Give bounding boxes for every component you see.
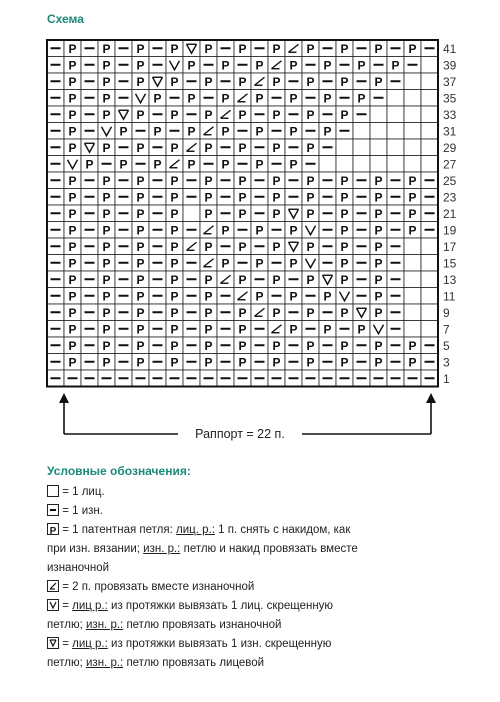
chart-cell [421,90,438,107]
row-number: 21 [443,206,457,221]
patent-symbol: P [204,173,213,188]
row-number: 23 [443,190,457,205]
patent-symbol: P [221,58,230,73]
row-number: 27 [443,157,457,172]
patent-symbol: P [340,41,349,56]
patent-symbol: P [68,107,77,122]
chart-cell [387,123,404,140]
patent-symbol: P [238,338,247,353]
patent-symbol: P [187,91,196,106]
patent-symbol: P [136,322,145,337]
patent-symbol: P [221,91,230,106]
patent-symbol: P [374,355,383,370]
patent-symbol: P [289,91,298,106]
patent-symbol: P [170,355,179,370]
patent-symbol: P [374,206,383,221]
patent-symbol: P [136,107,145,122]
patent-symbol: P [102,173,111,188]
patent-symbol: P [408,173,417,188]
patent-symbol: P [306,272,315,287]
patent-symbol: P [170,173,179,188]
patent-symbol: P [289,322,298,337]
patent-symbol: P [136,41,145,56]
chart-cell [421,321,438,338]
patent-symbol: P [340,256,349,271]
patent-symbol: P [272,206,281,221]
patent-symbol: P [255,124,264,139]
chart-cell [387,156,404,173]
patent-symbol: P [255,223,264,238]
patent-symbol: P [289,58,298,73]
patent-symbol: P [408,206,417,221]
patent-symbol: P [374,272,383,287]
patent-symbol: P [306,239,315,254]
patent-symbol: P [102,355,111,370]
chart-cell [421,255,438,272]
patent-symbol: P [374,239,383,254]
patent-symbol: P [204,338,213,353]
patent-symbol: P [102,41,111,56]
patent-symbol: P [136,206,145,221]
patent-symbol: P [170,338,179,353]
patent-symbol: P [289,256,298,271]
patent-symbol: P [170,239,179,254]
patent-symbol: P [238,239,247,254]
patent-symbol: P [374,305,383,320]
chart-title: Схема [47,12,84,26]
patent-symbol: P [102,256,111,271]
chart-cell [421,288,438,305]
chart-cell [421,238,438,255]
patent-symbol: P [204,190,213,205]
patent-symbol: P [238,355,247,370]
repeat-right-arrow [426,393,436,403]
patent-symbol: P [102,223,111,238]
patent-symbol: P [153,157,162,172]
patent-symbol: P [238,322,247,337]
chart-cell [404,73,421,90]
patent-symbol: P [68,289,77,304]
patent-symbol: P [136,305,145,320]
chart-cell [404,255,421,272]
patent-symbol: P [68,355,77,370]
patent-symbol: P [272,338,281,353]
patent-symbol: P [102,338,111,353]
chart-cell [370,139,387,156]
row-number: 5 [443,338,450,353]
patent-symbol: P [272,190,281,205]
row-number: 3 [443,355,450,370]
patent-symbol: P [68,124,77,139]
patent-symbol: P [306,305,315,320]
patent-symbol: P [374,338,383,353]
patent-symbol: P [102,305,111,320]
patent-symbol: P [68,173,77,188]
legend-title: Условные обозначения: [47,464,191,478]
patent-symbol: P [136,74,145,89]
row-number: 13 [443,272,457,287]
chart-cell [421,271,438,288]
patent-symbol: P [68,338,77,353]
patent-symbol: P [102,74,111,89]
patent-symbol: P [170,289,179,304]
chart-cell [404,123,421,140]
chart-cell [421,106,438,123]
patent-symbol: P [170,206,179,221]
legend-purl-increase: = лиц р.: из протяжки вывязать 1 изн. скрещенную [47,635,467,654]
patent-symbol: P [204,289,213,304]
patent-symbol: P [272,272,281,287]
patent-symbol: P [238,190,247,205]
patent-symbol: P [289,124,298,139]
patent-symbol: P [136,190,145,205]
chart-cell [404,156,421,173]
patent-symbol: P [340,305,349,320]
chart-cell [404,238,421,255]
patent-symbol: P [170,107,179,122]
patent-symbol: P [221,256,230,271]
legend [47,483,467,673]
patent-symbol: P [68,322,77,337]
patent-symbol: P [408,355,417,370]
row-number: 15 [443,256,457,271]
chart-cell [336,156,353,173]
patent-symbol: P [306,206,315,221]
patent-symbol: P [357,58,366,73]
patent-symbol: P [102,289,111,304]
purl-symbol-icon [47,504,59,516]
patent-symbol: P [102,91,111,106]
patent-symbol: P [255,256,264,271]
row-number: 39 [443,58,457,73]
patent-symbol: P [187,124,196,139]
patent-symbol: P [136,239,145,254]
patent-symbol: P [306,173,315,188]
knit-increase-symbol-icon [47,599,59,611]
row-number: 41 [443,41,457,56]
patent-symbol: P [136,223,145,238]
patent-symbol: P [102,107,111,122]
chart-cell [319,156,336,173]
row-number: 37 [443,74,457,89]
patent-symbol: P [306,338,315,353]
patent-symbol: P [68,256,77,271]
chart-cell [404,271,421,288]
patent-symbol: P [238,272,247,287]
chart-cell [387,90,404,107]
chart-cell [421,139,438,156]
row-number: 11 [443,289,456,304]
patent-symbol: P [374,223,383,238]
patent-symbol: P [221,157,230,172]
patent-symbol: P [68,239,77,254]
patent-symbol: P [289,289,298,304]
patent-symbol: P [289,223,298,238]
patent-symbol: P [255,157,264,172]
patent-symbol: P [204,355,213,370]
patent-symbol: P [272,239,281,254]
patent-symbol: P [357,322,366,337]
chart-cell [421,156,438,173]
chart-cell [404,139,421,156]
patent-symbol: P [68,272,77,287]
patent-symbol: P [289,157,298,172]
legend-k2tog: = 2 п. провязать вместе изнаночной [47,578,467,597]
patent-symbol: P [170,223,179,238]
patent-symbol: P [136,58,145,73]
patent-symbol: P [170,305,179,320]
patent-symbol: P [204,305,213,320]
chart-cell [404,90,421,107]
patent-symbol: P [340,206,349,221]
legend-patent-cont: при изн. вязании; изн. р.: петлю и накид провязать вместе [47,543,358,555]
legend-purl-increase-cont: петлю; изн. р.: петлю провязать лицевой [47,657,265,669]
legend-purl: = 1 изн. [47,502,467,521]
chart-cell [336,139,353,156]
patent-symbol: P [323,289,332,304]
patent-symbol: P [153,91,162,106]
patent-symbol: P [170,41,179,56]
chart-cell [353,156,370,173]
patent-symbol: P [340,223,349,238]
patent-symbol: P [255,289,264,304]
patent-symbol: P [238,74,247,89]
patent-symbol: P [340,355,349,370]
chart-cell [404,321,421,338]
chart-cell [183,205,200,222]
patent-symbol: P [340,190,349,205]
patent-symbol: P [408,41,417,56]
patent-symbol: P [238,107,247,122]
row-number: 19 [443,223,457,238]
patent-symbol: P [374,41,383,56]
patent-symbol: P [102,190,111,205]
patent-symbol-icon: P [47,523,59,535]
chart-cell [421,57,438,74]
row-number: 1 [443,371,450,386]
patent-symbol: P [204,206,213,221]
patent-symbol: P [391,58,400,73]
patent-symbol: P [340,173,349,188]
patent-symbol: P [340,338,349,353]
patent-symbol: P [323,322,332,337]
patent-symbol: P [408,190,417,205]
patent-symbol: P [136,173,145,188]
patent-symbol: P [85,157,94,172]
purl-increase-symbol-icon [47,637,59,649]
patent-symbol: P [323,124,332,139]
patent-symbol: P [136,256,145,271]
chart-cell [387,139,404,156]
patent-symbol: P [68,74,77,89]
chart-cell [421,73,438,90]
row-number: 29 [443,140,457,155]
patent-symbol: P [68,305,77,320]
patent-symbol: P [272,305,281,320]
patent-symbol: P [374,256,383,271]
patent-symbol: P [102,206,111,221]
row-number: 33 [443,107,457,122]
patent-symbol: P [204,74,213,89]
patent-symbol: P [238,41,247,56]
chart-cell [370,106,387,123]
patent-symbol: P [357,91,366,106]
row-number: 25 [443,173,457,188]
patent-symbol: P [68,206,77,221]
patent-symbol: P [238,173,247,188]
row-number: 17 [443,239,457,254]
chart-cell [370,156,387,173]
patent-symbol: P [102,58,111,73]
patent-symbol: P [374,173,383,188]
patent-symbol: P [340,74,349,89]
patent-symbol: P [102,322,111,337]
repeat-label: Раппорт = 22 п. [195,427,285,441]
patent-symbol: P [204,41,213,56]
patent-symbol: P [272,355,281,370]
patent-symbol: P [272,74,281,89]
row-number: 7 [443,322,450,337]
patent-symbol: P [170,74,179,89]
patent-symbol: P [136,272,145,287]
patent-symbol: P [323,91,332,106]
patent-symbol: P [136,289,145,304]
patent-symbol: P [255,91,264,106]
chart-cell [353,139,370,156]
patent-symbol: P [221,124,230,139]
patent-symbol: P [238,206,247,221]
patent-symbol: P [119,157,128,172]
patent-symbol: P [187,58,196,73]
repeat-left-arrow [59,393,69,403]
legend-patent-cont2: изнаночной [47,562,110,574]
chart-cell [370,123,387,140]
patent-symbol: P [102,140,111,155]
patent-symbol: P [204,322,213,337]
patent-symbol: P [306,107,315,122]
knit-symbol-icon [47,485,59,497]
patent-symbol: P [136,338,145,353]
patent-symbol: P [170,140,179,155]
patent-symbol: P [170,272,179,287]
patent-symbol: P [204,140,213,155]
patent-symbol: P [340,239,349,254]
patent-symbol: P [323,58,332,73]
patent-symbol: P [374,289,383,304]
chart-cell [387,106,404,123]
patent-symbol: P [102,272,111,287]
patent-symbol: P [68,58,77,73]
patent-symbol: P [204,272,213,287]
patent-symbol: P [272,173,281,188]
patent-symbol: P [238,140,247,155]
patent-symbol: P [238,305,247,320]
row-number: 35 [443,91,457,106]
legend-knit-increase-cont: петлю; изн. р.: петлю провязать изнаночной [47,619,282,631]
patent-symbol: P [272,41,281,56]
patent-symbol: P [68,91,77,106]
patent-symbol: P [153,124,162,139]
patent-symbol: P [68,41,77,56]
chart-cell [421,304,438,321]
legend-knit: = 1 лиц. [47,483,467,502]
patent-symbol: P [170,190,179,205]
patent-symbol: P [306,140,315,155]
patent-symbol: P [374,74,383,89]
k2tog-symbol-icon [47,580,59,592]
patent-symbol: P [306,74,315,89]
patent-symbol: P [68,140,77,155]
patent-symbol: P [170,322,179,337]
patent-symbol: P [340,272,349,287]
patent-symbol: P [68,190,77,205]
patent-symbol: P [136,140,145,155]
patent-symbol: P [102,239,111,254]
chart-cell [404,106,421,123]
patent-symbol: P [187,157,196,172]
patent-symbol: P [306,190,315,205]
patent-symbol: P [272,107,281,122]
patent-symbol: P [374,190,383,205]
patent-symbol: P [306,355,315,370]
patent-symbol: P [255,58,264,73]
chart-cell [404,304,421,321]
patent-symbol: P [272,140,281,155]
chart-cell [421,123,438,140]
row-number: 9 [443,305,450,320]
legend-patent: P = 1 патентная петля: лиц. р.: 1 п. снять с накидом, как [47,521,467,540]
chart-cell [353,123,370,140]
patent-symbol: P [119,124,128,139]
patent-symbol: P [170,256,179,271]
patent-symbol: P [408,223,417,238]
patent-symbol: P [204,239,213,254]
chart-cell [404,288,421,305]
row-number: 31 [443,124,457,139]
legend-knit-increase: = лиц р.: из протяжки вывязать 1 лиц. скрещенную [47,597,467,616]
patent-symbol: P [136,355,145,370]
patent-symbol: P [306,41,315,56]
patent-symbol: P [221,223,230,238]
patent-symbol: P [68,223,77,238]
patent-symbol: P [204,107,213,122]
patent-symbol: P [340,107,349,122]
patent-symbol: P [408,338,417,353]
